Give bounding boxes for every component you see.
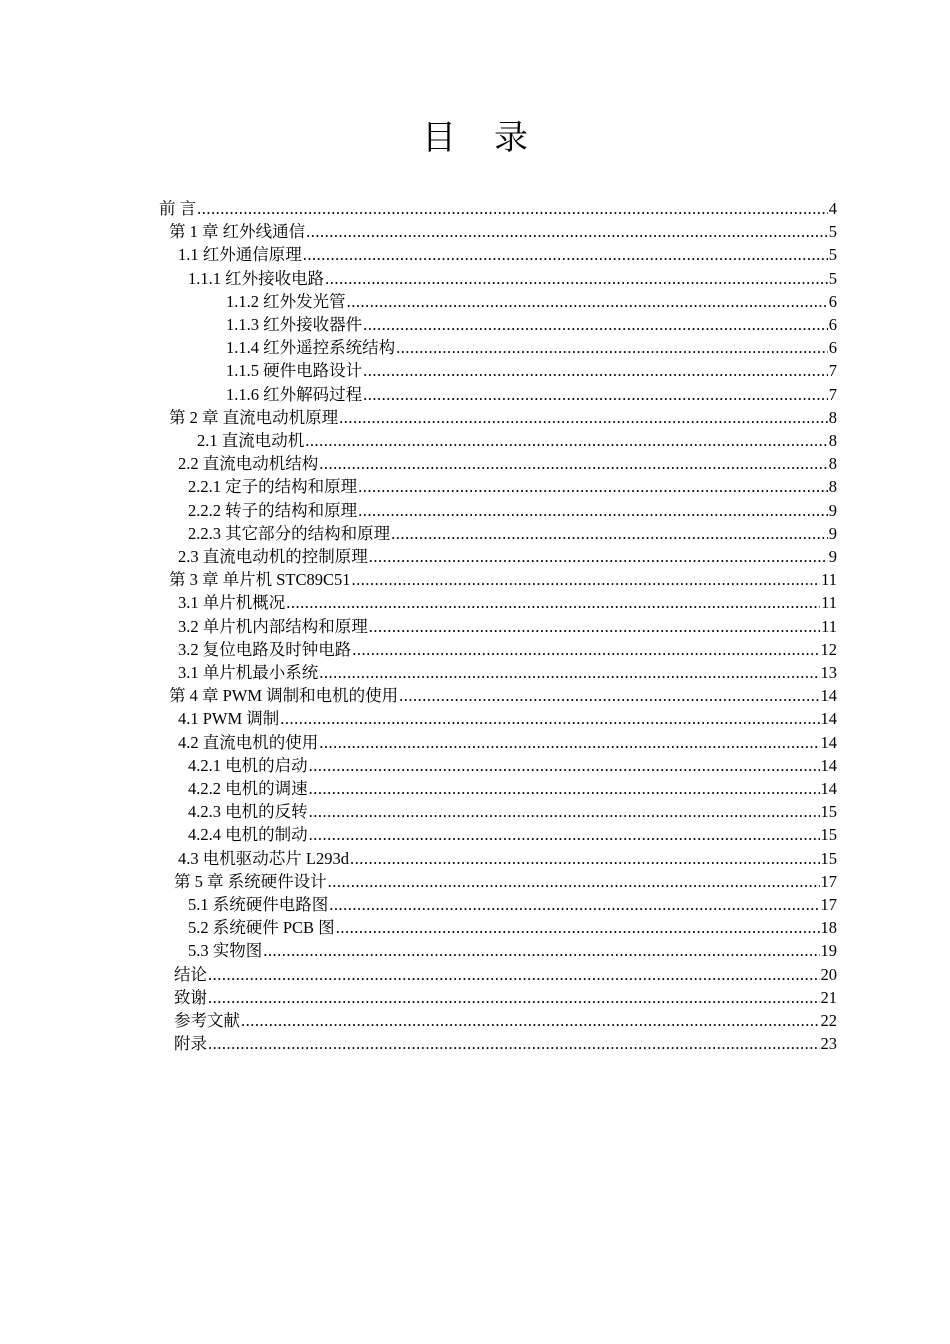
toc-entry[interactable] <box>188 916 837 939</box>
toc-entry[interactable] <box>174 870 837 893</box>
toc-entry-label: 2.2.1 定子的结构和原理 <box>188 477 358 497</box>
toc-entry[interactable] <box>178 731 837 754</box>
toc-leader-dots <box>325 267 828 290</box>
toc-entry-label: 第 2 章 直流电动机原理 <box>169 407 339 427</box>
toc-entry-label: 3.1 单片机概况 <box>178 593 286 613</box>
toc-entry-label: 2.2.3 其它部分的结构和原理 <box>188 523 391 543</box>
toc-leader-dots <box>399 684 819 707</box>
toc-entry[interactable] <box>178 243 837 266</box>
toc-entry[interactable] <box>188 823 837 846</box>
toc-leader-dots <box>306 220 828 243</box>
toc-entry-label: 3.1 单片机最小系统 <box>178 663 319 682</box>
toc-entry[interactable] <box>169 406 837 429</box>
toc-entry-page: 20 <box>820 964 837 984</box>
toc-entry[interactable] <box>197 429 837 452</box>
toc-leader-dots <box>329 893 819 916</box>
toc-entry-page: 5 <box>828 245 837 265</box>
toc-entry[interactable] <box>159 197 837 220</box>
toc-entry[interactable] <box>169 220 837 243</box>
toc-leader-dots <box>303 243 828 266</box>
toc-entry-page: 22 <box>820 1011 837 1030</box>
title-char-1: 目 <box>422 118 456 158</box>
toc-entry-page: 5 <box>828 222 837 242</box>
toc-entry-label: 2.2 直流电动机结构 <box>178 454 319 474</box>
toc-entry-page: 6 <box>828 315 837 334</box>
toc-entry-page: 23 <box>820 1034 837 1054</box>
toc-entry-page: 14 <box>820 709 837 729</box>
toc-entry-label: 2.2.2 转子的结构和原理 <box>188 500 358 520</box>
toc-leader-dots <box>309 754 820 777</box>
toc-entry[interactable] <box>226 336 837 359</box>
toc-entry[interactable] <box>178 545 837 568</box>
toc-entry-label: 1.1.4 红外遥控系统结构 <box>226 338 396 358</box>
toc-entry-label: 3.2 复位电路及时钟电路 <box>178 639 352 659</box>
toc-entry-label: 1.1 红外通信原理 <box>178 245 302 265</box>
toc-entry-page: 8 <box>828 431 837 450</box>
toc-entry-page: 7 <box>828 384 837 404</box>
toc-leader-dots <box>391 522 828 545</box>
toc-entry-label: 5.1 系统硬件电路图 <box>188 895 329 914</box>
toc-entry-label: 2.1 直流电动机 <box>197 431 305 450</box>
toc-entry-page: 14 <box>820 732 837 752</box>
toc-leader-dots <box>350 847 820 870</box>
toc-entry-label: 4.2.1 电机的启动 <box>188 755 308 775</box>
toc-entry-page: 21 <box>820 987 837 1007</box>
toc-leader-dots <box>319 661 819 684</box>
toc-entry-page: 12 <box>820 639 837 659</box>
toc-entry-label: 4.2 直流电机的使用 <box>178 732 319 752</box>
toc-entry-page: 8 <box>828 477 837 497</box>
toc-entry-page: 9 <box>828 500 837 520</box>
toc-entry-label: 3.2 单片机内部结构和原理 <box>178 616 368 636</box>
toc-leader-dots <box>358 499 828 522</box>
toc-entry-page: 15 <box>820 848 837 868</box>
toc-leader-dots <box>319 731 819 754</box>
toc-leader-dots <box>208 1032 820 1055</box>
toc-entry[interactable] <box>169 568 837 591</box>
toc-entry-page: 14 <box>820 686 837 706</box>
toc-entry-page: 15 <box>820 802 837 822</box>
toc-entry-page: 7 <box>828 361 837 381</box>
toc-leader-dots <box>197 197 828 220</box>
toc-entry[interactable] <box>174 986 837 1009</box>
toc-entry-label: 前 言 <box>159 199 197 218</box>
toc-entry-label: 1.1.3 红外接收器件 <box>226 315 363 334</box>
toc-leader-dots <box>339 406 828 429</box>
toc-entry-page: 8 <box>828 407 837 427</box>
toc-entry-label: 4.2.3 电机的反转 <box>188 802 308 822</box>
toc-leader-dots <box>396 336 828 359</box>
toc-leader-dots <box>208 963 820 986</box>
toc-entry-page: 9 <box>828 523 837 543</box>
toc-entry-label: 参考文献 <box>174 1011 240 1030</box>
toc-entry-label: 附录 <box>174 1034 207 1054</box>
toc-leader-dots <box>336 916 820 939</box>
toc-entry-label: 致谢 <box>174 987 207 1007</box>
toc-entry-label: 5.2 系统硬件 PCB 图 <box>188 918 335 938</box>
toc-entry-page: 13 <box>820 663 837 682</box>
toc-leader-dots <box>208 986 820 1009</box>
toc-entry[interactable] <box>178 591 837 614</box>
toc-entry[interactable] <box>188 499 837 522</box>
toc-entry-label: 第 4 章 PWM 调制和电机的使用 <box>169 686 399 706</box>
toc-entry-page: 4 <box>828 199 837 218</box>
toc-leader-dots <box>309 823 820 846</box>
toc-entry[interactable] <box>178 452 837 475</box>
toc-entry[interactable] <box>178 707 837 730</box>
toc-entry-page: 5 <box>828 268 837 288</box>
toc-entry-label: 第 3 章 单片机 STC89C51 <box>169 570 351 590</box>
toc-leader-dots <box>369 545 828 568</box>
toc-entry[interactable] <box>169 684 837 707</box>
toc-entry-label: 1.1.1 红外接收电路 <box>188 268 325 288</box>
toc-leader-dots <box>369 615 820 638</box>
toc-entry[interactable] <box>188 475 837 498</box>
toc-entry-page: 9 <box>828 547 837 566</box>
toc-leader-dots <box>241 1009 820 1032</box>
toc-leader-dots <box>309 777 820 800</box>
toc-entry[interactable] <box>188 939 837 962</box>
toc-entry-page: 11 <box>821 570 837 590</box>
toc-entry[interactable] <box>226 383 837 406</box>
toc-entry[interactable] <box>174 963 837 986</box>
toc-entry-page: 11 <box>821 616 837 636</box>
toc-entry-page: 6 <box>828 338 837 358</box>
toc-entry[interactable] <box>174 1009 837 1032</box>
toc-entry[interactable] <box>188 267 837 290</box>
toc-entry[interactable] <box>226 290 837 313</box>
toc-entry-page: 17 <box>820 895 837 914</box>
toc-leader-dots <box>305 429 828 452</box>
toc-entry-label: 第 5 章 系统硬件设计 <box>174 871 327 891</box>
title-char-2: 录 <box>494 118 528 158</box>
toc-leader-dots <box>363 359 828 382</box>
toc-entry-page: 14 <box>820 755 837 775</box>
toc-leader-dots <box>352 568 821 591</box>
toc-entry-label: 5.3 实物图 <box>188 941 263 961</box>
toc-entry[interactable] <box>178 661 837 684</box>
toc-entry-label: 1.1.6 红外解码过程 <box>226 384 363 404</box>
toc-entry-label: 4.3 电机驱动芯片 L293d <box>178 848 349 868</box>
toc-entry-label: 4.1 PWM 调制 <box>178 709 280 729</box>
toc-entry-label: 结论 <box>174 964 207 984</box>
toc-leader-dots <box>280 707 819 730</box>
toc-leader-dots <box>286 591 820 614</box>
toc-leader-dots <box>328 870 820 893</box>
toc-leader-dots <box>347 290 828 313</box>
toc-leader-dots <box>309 800 820 823</box>
toc-entry-label: 第 1 章 红外线通信 <box>169 222 306 242</box>
toc-leader-dots <box>319 452 828 475</box>
toc-entry[interactable] <box>226 313 837 336</box>
toc-entry[interactable] <box>188 800 837 823</box>
toc-entry-page: 19 <box>820 941 837 961</box>
toc-leader-dots <box>352 638 819 661</box>
toc-entry-label: 4.2.4 电机的制动 <box>188 825 308 845</box>
toc-entry-page: 6 <box>828 291 837 311</box>
toc-entry-label: 2.3 直流电动机的控制原理 <box>178 547 368 566</box>
toc-leader-dots <box>363 383 828 406</box>
toc-entry[interactable] <box>188 522 837 545</box>
toc-leader-dots <box>363 313 828 336</box>
toc-entry-page: 17 <box>820 871 837 891</box>
toc-entry-label: 1.1.5 硬件电路设计 <box>226 361 363 381</box>
toc-entry[interactable] <box>178 847 837 870</box>
toc-entry[interactable] <box>188 893 837 916</box>
page-title <box>0 112 950 164</box>
toc-leader-dots <box>263 939 819 962</box>
toc-entry[interactable] <box>226 359 837 382</box>
toc-entry-page: 8 <box>828 454 837 474</box>
toc-entry-page: 18 <box>820 918 837 938</box>
toc-entry-label: 4.2.2 电机的调速 <box>188 779 308 798</box>
toc-entry-label: 1.1.2 红外发光管 <box>226 291 346 311</box>
toc-entry-page: 15 <box>820 825 837 845</box>
toc-entry-page: 14 <box>820 779 837 798</box>
toc-entry-page: 11 <box>821 593 837 613</box>
toc-entry[interactable] <box>188 777 837 800</box>
toc-leader-dots <box>358 475 828 498</box>
toc-entry[interactable] <box>178 615 837 638</box>
toc-entry[interactable] <box>174 1032 837 1055</box>
toc-entry[interactable] <box>178 638 837 661</box>
toc-entry[interactable] <box>188 754 837 777</box>
